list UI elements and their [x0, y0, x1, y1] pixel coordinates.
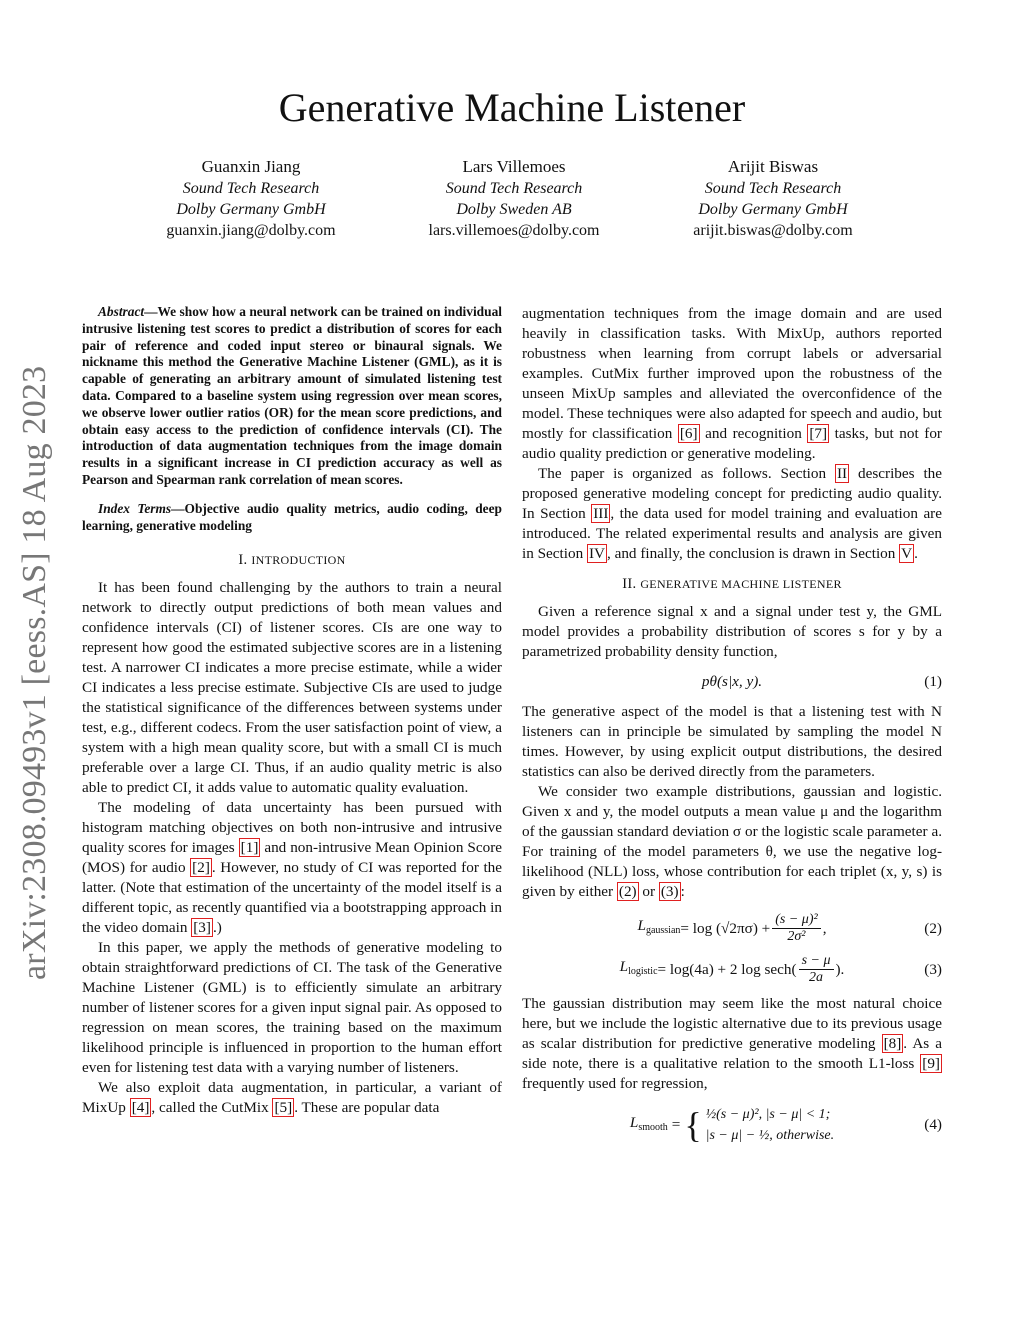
equation-number: (3) [924, 960, 942, 978]
equation-cases [706, 1104, 835, 1146]
equation-link[interactable]: (3) [660, 883, 679, 900]
paragraph: The paper is organized as follows. Section II describes the proposed generative modeling concept for predicting audio quality. In Section III , the data used for model training and evaluation are introduced. The related experimental results and analysis are given in Section IV , and finally, the conclusion is drawn in Section V . [522, 465, 943, 562]
paragraph: The generative aspect of the model is that a listening test with N listeners can in principle be simulated by sampling the model N times. However, by using explicit output distributions, the desired statistics can also be derived directly from the parameters. [522, 703, 942, 780]
paragraph: In this paper, we apply the methods of generative modeling to obtain straightforward predictions of CI. The task of the Generative Machine Listener (GML) is to efficiently simulate an arbitrary number of listener scores for a given input signal pair. As opposed to regression on mean scores, the training based on the maximum likelihood principle is influenced in proportion to the human effort even for listening test data with a varying number of listeners. [82, 939, 502, 1077]
brace-glyph: { [684, 1105, 702, 1145]
author-3 [653, 156, 893, 241]
equation-link[interactable]: (2) [618, 883, 637, 900]
author-org: Dolby Sweden AB [456, 201, 572, 218]
equation-number: (1) [924, 673, 942, 690]
author-name: Guanxin Jiang [201, 157, 301, 176]
section-number: I. [238, 552, 248, 569]
equation-number: (2) [924, 919, 942, 937]
equation-case: |s − μ| − ½, otherwise. [705, 1128, 835, 1143]
paragraph: The modeling of data uncertainty has been pursued with histogram matching objectives on both non-intrusive and intrusive quality scores for images [1] and non-intrusive Mean Opinion Score (MOS) for audio [2] . However, no study of CI was reported for the latter. (Note that estimation of the uncertainty of the model itself is a different topic, as recently quantified via a bootstrapping approach in the video domain [3] .) [82, 799, 502, 937]
right-column [522, 304, 942, 1154]
author-1 [131, 156, 371, 241]
equation-end: , [822, 919, 827, 937]
equation-lhs: $L_{logistic}$ [619, 958, 658, 977]
citation-link[interactable]: [4] [131, 1099, 150, 1117]
equation-1 [522, 670, 942, 694]
equation-lhs: $L_{smooth}$ [629, 1113, 668, 1133]
equation-3 [522, 953, 942, 986]
equation-4 [522, 1104, 942, 1146]
paragraph: We consider two example distributions, gaussian and logistic. Given x and y, the model outputs a mean value μ and the logarithm of the gaussian standard deviation σ or the logistic scale parameter a. For training of the model parameters θ, we use the negative log-likelihood (NLL) loss, whose contribution for each triplet (x, y, s) is given by either (2) or (3) : [522, 783, 942, 900]
author-email: lars.villemoes@dolby.com [428, 222, 600, 239]
left-column [82, 304, 502, 1118]
author-dept: Sound Tech Research [182, 180, 320, 197]
citation-link[interactable]: [3] [193, 919, 211, 937]
citation-link[interactable]: [7] [809, 425, 828, 442]
abstract-text: —We show how a neural network can be trained on individual intrusive listening test scores to predict a distribution of scores for each pair of reference and coded input stereo or binaural signals. We nickname this method the Generative Machine Listener (GML), as it is capable of generating an arbitrary amount of simulated listening test data. Compared to a baseline system using regression over mean scores, we observe lower outlier ratios (OR) for the mean score predictions, and obtain easy access to the prediction of confidence intervals (CI). The introduction of data augmentation techniques from the image domain results in a significant increase in CI prediction accuracy as well as Pearson and Spearman rank correlation of mean scores. [82, 304, 502, 487]
equation-fraction: $\frac{s - \mu}{2a}$ [799, 953, 834, 986]
section-link[interactable]: II [837, 465, 848, 482]
abstract [82, 304, 502, 489]
section-title: GENERATIVE MACHINE LISTENER [640, 577, 842, 591]
equation-number: (4) [924, 1116, 942, 1133]
author-email: arijit.biswas@dolby.com [693, 222, 853, 239]
author-dept: Sound Tech Research [445, 180, 583, 197]
equation-end: ). [835, 960, 845, 978]
author-org: Dolby Germany GmbH [176, 201, 326, 218]
equation-case: ½(s − μ)², |s − μ| < 1; [705, 1107, 831, 1122]
equals-sign: = [671, 1116, 681, 1133]
paragraph: The gaussian distribution may seem like the most natural choice here, but we include the logistic alternative due to its previous usage as scalar distribution for predictive generative modeling [8] . As a side note, there is a qualitative relation to the smooth L1-loss [9] frequently used for regression, [522, 995, 942, 1092]
equation-2 [522, 912, 942, 945]
section-link[interactable]: III [593, 505, 609, 522]
citation-link[interactable]: [6] [679, 425, 698, 442]
author-2 [394, 156, 634, 241]
author-name: Arijit Biswas [727, 157, 819, 176]
paper-title: Generative Machine Listener [278, 85, 746, 130]
citation-link[interactable]: [9] [922, 1055, 940, 1072]
index-terms-text: —Objective audio quality metrics, audio coding, deep learning, generative modeling [82, 500, 502, 533]
section-title: INTRODUCTION [251, 553, 346, 568]
section-heading-gml [522, 574, 942, 594]
author-block [0, 156, 1024, 246]
citation-link[interactable]: [8] [883, 1035, 902, 1052]
section-number: II. [622, 576, 637, 592]
author-name: Lars Villemoes [462, 157, 566, 176]
citation-link[interactable]: [2] [192, 859, 210, 877]
equation-lhs: $L_{gaussian}$ [637, 917, 681, 936]
index-terms [82, 501, 502, 535]
paragraph: augmentation techniques from the image domain and are used heavily in classification tasks. With MixUp, authors reported robustness when learning from corrupt labels or adversarial examples. CutMix further improved upon the robustness of the unseen MixUp samples and alleviated the overconfidence of the model. These techniques were also adapted for speech and audio, but mostly for classification [6] and recognition [7] tasks, but not for audio quality prediction or generative modeling. [522, 305, 942, 462]
paragraph: We also exploit data augmentation, in particular, a variant of MixUp [4] , called the CutMix [5] . These are popular data [82, 1079, 502, 1117]
section-heading-introduction [82, 550, 502, 570]
author-email: guanxin.jiang@dolby.com [166, 222, 336, 239]
author-dept: Sound Tech Research [704, 180, 842, 197]
equation-fraction: $\frac{\text{(s − μ)²}}{\text{2σ²}}$ [772, 912, 820, 945]
section-link[interactable]: IV [588, 545, 605, 562]
equation-mid: = log(4a) + 2 log sech( [657, 960, 797, 978]
section-link[interactable]: V [901, 545, 913, 562]
paragraph: It has been found challenging by the authors to train a neural network to directly output predictions of both mean values and confidence intervals (CI) of listener scores. CIs are one way to represent how good the estimated subjective scores are in a listening test. A narrower CI indicates a more precise estimate, while a wider CI indicates a less precise estimate. Subjective CIs are used to judge the statistical significance of the differences between systems under test, e.g., different codecs. From the user satisfaction point of view, a system with a high mean quality score, but with a small CI is much preferable over a large CI. Thus, if an audio quality metric is also able to predict CI, it adds value to automatic quality evaluation. [82, 579, 502, 797]
abstract-label: Abstract [98, 304, 145, 319]
author-org: Dolby Germany GmbH [698, 201, 848, 218]
arxiv-identifier: arXiv:2308.09493v1 [eess.AS] 18 Aug 2023 [16, 365, 53, 980]
equation-body: pθ(s|x, y). [701, 673, 763, 690]
paragraph: Given a reference signal x and a signal under test y, the GML model provides a probability distribution of scores s for y by a parametrized probability density function, [522, 603, 942, 660]
citation-link[interactable]: [1] [240, 839, 259, 857]
citation-link[interactable]: [5] [274, 1099, 293, 1117]
index-terms-label: Index Terms [98, 500, 172, 516]
equation-mid: = log (√2πσ) + [680, 919, 771, 937]
